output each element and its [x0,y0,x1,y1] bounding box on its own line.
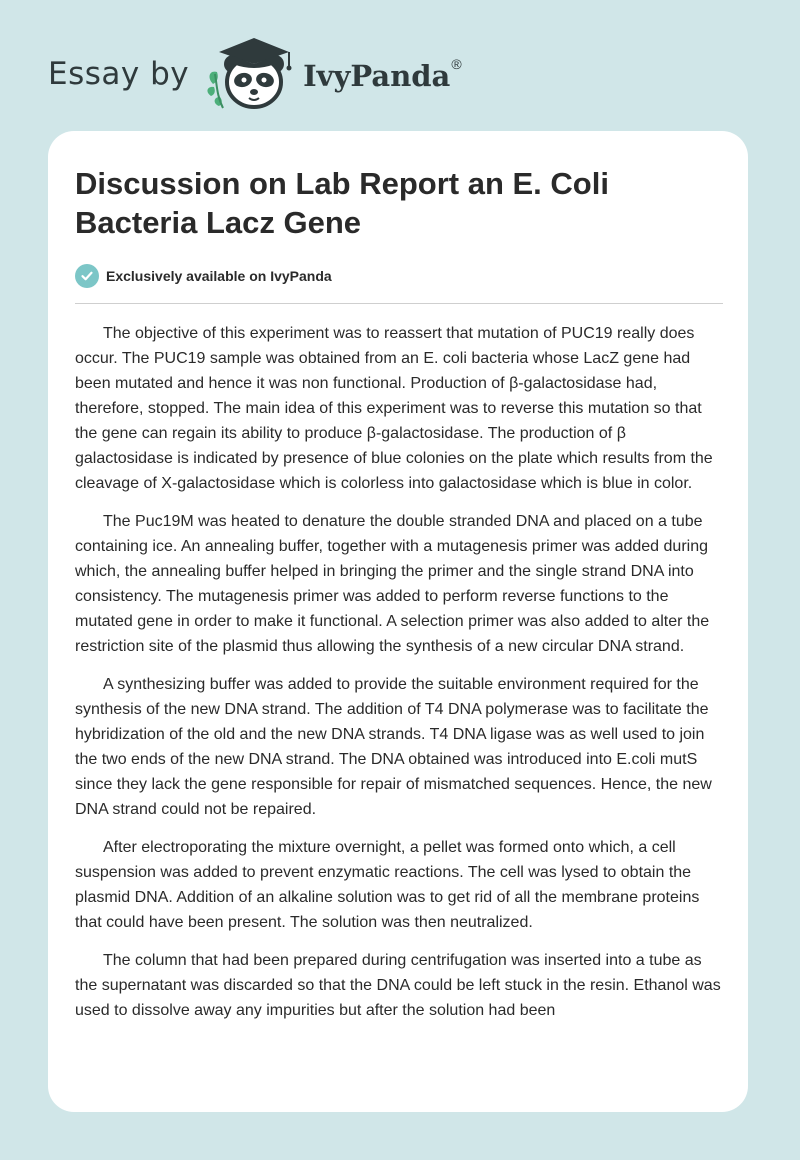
paragraph: The Puc19M was heated to denature the double stranded DNA and placed on a tube containing ice. An annealing buffer, together with a mutagenesis primer was added during which, the annealing buffer helped in bringing the primer and the single strand DNA into consistency. The mutagenesis primer was added to perform reverse functions to the mutated gene in order to make it functional. A selection primer was also added to alter the restriction site of the plasmid thus allowing the synthesis of a new circular DNA strand. [75,513,710,655]
paragraph: The objective of this experiment was to reassert that mutation of PUC19 really does occur. The PUC19 sample was obtained from an E. coli bacteria whose LacZ gene had been mutated and hence it was non functional. Production of β-galactosidase had, therefore, stopped. The main idea of this experiment was to reverse this mutation so that the gene can regain its ability to produce β-galactosidase. The production of β galactosidase is indicated by presence of blue colonies on the plate which results from the cleavage of X-galactosidase which is colorless into galactosidase which is blue in color. [75,325,713,492]
brand-name[interactable] [303,56,462,93]
paragraph: A synthesizing buffer was added to provide the suitable environment required for the synthesis of the new DNA strand. The addition of T4 DNA polymerase was to facilitate the hybridization of the old and the new DNA strands. T4 DNA ligase was as well used to join the two ends of the new DNA strand. The DNA obtained was introduced into E.coli mutS since they lack the gene responsible for repair of mismatched sequences. Hence, the new DNA strand could not be repaired. [75,676,712,818]
check-icon [75,264,99,288]
panda-graduate-icon[interactable] [205,34,297,114]
article-body [75,321,723,1036]
paragraph: After electroporating the mixture overnight, a pellet was formed onto which, a cell suspension was added to prevent enzymatic reactions. The cell was lysed to obtain the plasmid DNA. Addition of an alkaline solution was to get rid of all the membrane proteins that could have been present. The solution was then neutralized. [75,839,700,931]
article-card [48,131,748,1112]
exclusive-badge [75,264,332,288]
paragraph: The column that had been prepared during centrifugation was inserted into a tube as the supernatant was discarded so that the DNA could be left stuck in the resin. Ethanol was used to dissolve away any impurities but after the solution had been [75,952,721,1019]
exclusive-badge-label: Exclusively available on IvyPanda [106,268,332,284]
essay-by-label: Essay by [48,56,190,92]
brand-text: IvyPanda [303,59,451,93]
site-header [48,34,462,114]
article-title: Discussion on Lab Report an E. Coli Bacteria Lacz Gene [75,166,609,240]
trademark-symbol: ® [451,56,462,73]
divider [75,303,723,304]
